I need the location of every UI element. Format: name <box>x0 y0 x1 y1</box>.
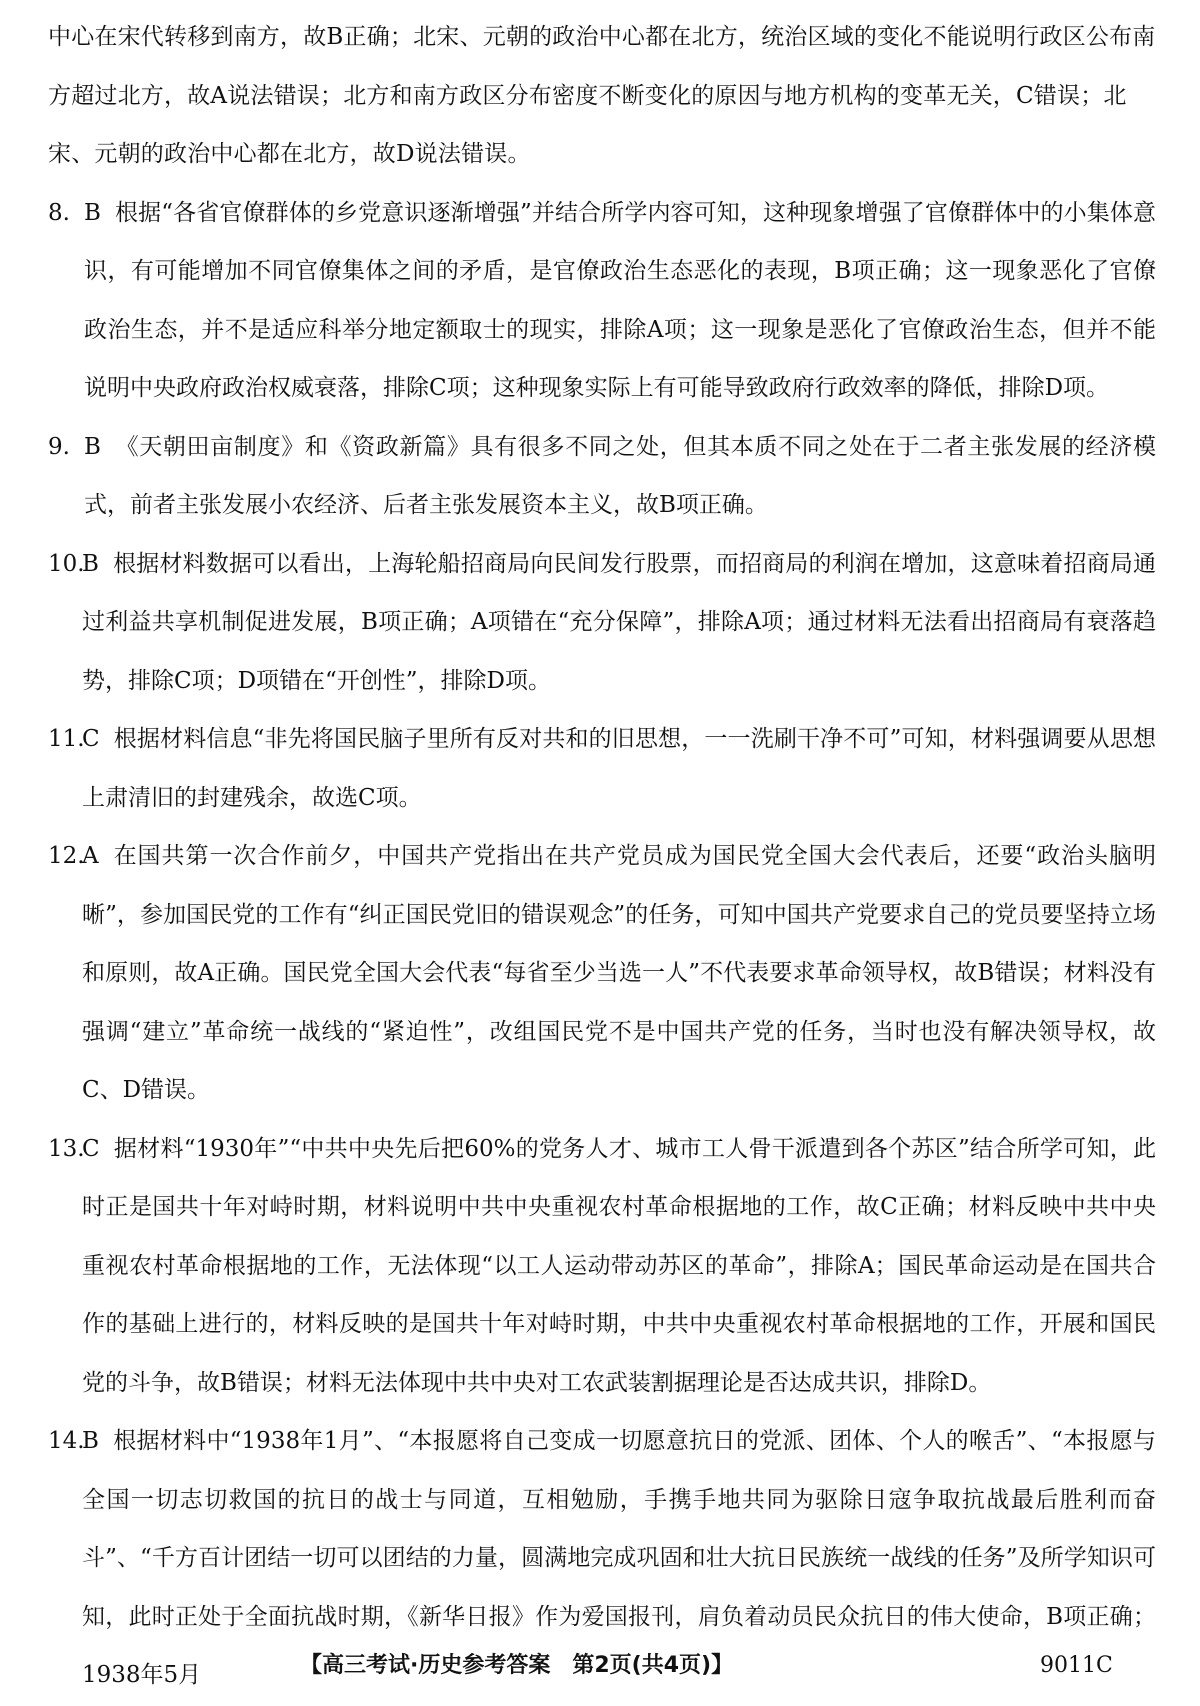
question-number: 10. <box>48 550 85 577</box>
answer-choice: B <box>82 1428 99 1454</box>
answer-item-8 <box>48 184 1156 418</box>
question-number: 11. <box>48 726 85 752</box>
question-number: 13. <box>48 1135 85 1162</box>
answer-item-13 <box>48 1120 1156 1413</box>
explanation-text: 在国共第一次合作前夕，中国共产党指出在共产党员成为国民党全国大会代表后，还要“政治头脑明晰”，参加国民党的工作有“纠正国民党旧的错误观念”的任务，可知中国共产党要求自己的党员要坚持立场和原则，故A正确。国民党全国大会代表“每省至少当选一人”不代表要求革命领导权，故B错误；材料没有强调“建立”革命统一战线的“紧迫性”，改组国民党不是中国共产党的任务，当时也没有解决领导权，故C、D错误。 <box>82 843 1156 1103</box>
intro-paragraph <box>48 8 1156 184</box>
answer-document <box>48 8 1156 1705</box>
answer-explanation <box>82 1120 1156 1413</box>
answer-explanation <box>84 184 1156 418</box>
question-number: 14. <box>48 1428 85 1454</box>
explanation-text: 根据材料信息“非先将国民脑子里所有反对共和的旧思想，一一洗刷干净不可”可知，材料强调要从思想上肃清旧的封建残余，故选C项。 <box>82 726 1156 811</box>
explanation-text: 根据“各省官僚群体的乡党意识逐渐增强”并结合所学内容可知，这种现象增强了官僚群体中的小集体意识，有可能增加不同官僚集体之间的矛盾，是官僚政治生态恶化的表现，B项正确；这一现象恶化了官僚政治生态，并不是适应科举分地定额取士的现实，排除A项；这一现象是恶化了官僚政治生态，但并不能说明中央政府政治权威衰落，排除C项；这种现象实际上有可能导致政府行政效率的降低，排除D项。 <box>84 199 1156 401</box>
answer-choice: B <box>84 199 101 226</box>
answer-item-9 <box>48 418 1156 535</box>
explanation-text: 根据材料中“1938年1月”、“本报愿将自己变成一切愿意抗日的党派、团体、个人的喉舌”、“本报愿与全国一切志切救国的抗日的战士与同道，互相勉励，手携手地共同为驱除日寇争取抗战最后胜利而奋斗”、“千方百计团结一切可以团结的力量，圆满地完成巩固和壮大抗日民族统一战线的任务”及所学知识可知，此时正处于全面抗战时期，《新华日报》作为爱国报刊，肩负着动员民众抗日的伟大使命，B项正确；1938年5月 <box>82 1428 1156 1688</box>
document-code: 9011C <box>1040 1653 1113 1678</box>
page-footer <box>0 1646 1200 1686</box>
intro-line: 方超过北方，故A说法错误；北方和南方政区分布密度不断变化的原因与地方机构的变革无关，C错误；北 <box>48 82 1127 109</box>
question-number: 8. <box>48 199 70 226</box>
answer-choice: B <box>84 433 101 460</box>
answer-choice: A <box>82 843 99 869</box>
answer-explanation <box>82 827 1156 1120</box>
answer-explanation <box>82 535 1156 711</box>
answer-item-12 <box>48 827 1156 1120</box>
answer-choice: B <box>82 550 99 577</box>
answer-explanation <box>84 418 1156 535</box>
answer-item-10 <box>48 535 1156 711</box>
question-number: 9. <box>48 433 70 460</box>
answer-item-11 <box>48 710 1156 827</box>
explanation-text: 《天朝田亩制度》和《资政新篇》具有很多不同之处，但其本质不同之处在于二者主张发展的经济模式，前者主张发展小农经济、后者主张发展资本主义，故B项正确。 <box>84 433 1156 518</box>
explanation-text: 据材料“1930年”“中共中央先后把60%的党务人才、城市工人骨干派遣到各个苏区”结合所学可知，此时正是国共十年对峙时期，材料说明中共中央重视农村革命根据地的工作，故C正确；材料反映中共中央重视农村革命根据地的工作，无法体现“以工人运动带动苏区的革命”，排除A；国民革命运动是在国共合作的基础上进行的，材料反映的是国共十年对峙时期，中共中央重视农村革命根据地的工作，开展和国民党的斗争，故B错误；材料无法体现中共中央对工农武装割据理论是否达成共识，排除D。 <box>82 1135 1156 1396</box>
explanation-text: 根据材料数据可以看出，上海轮船招商局向民间发行股票，而招商局的利润在增加，这意味着招商局通过利益共享机制促进发展，B项正确；A项错在“充分保障”，排除A项；通过材料无法看出招商局有衰落趋势，排除C项；D项错在“开创性”，排除D项。 <box>82 550 1156 694</box>
answer-explanation <box>82 710 1156 827</box>
answer-choice: C <box>82 1135 100 1162</box>
intro-line: 宋、元朝的政治中心都在北方，故D说法错误。 <box>48 141 531 167</box>
intro-line: 中心在宋代转移到南方，故B正确；北宋、元朝的政治中心都在北方，统治区域的变化不能说明行政区公布南 <box>48 24 1156 50</box>
question-number: 12. <box>48 843 85 869</box>
answer-choice: C <box>82 726 100 752</box>
footer-title: 【高三考试·历史参考答案 第2页(共4页)】 <box>300 1653 734 1678</box>
